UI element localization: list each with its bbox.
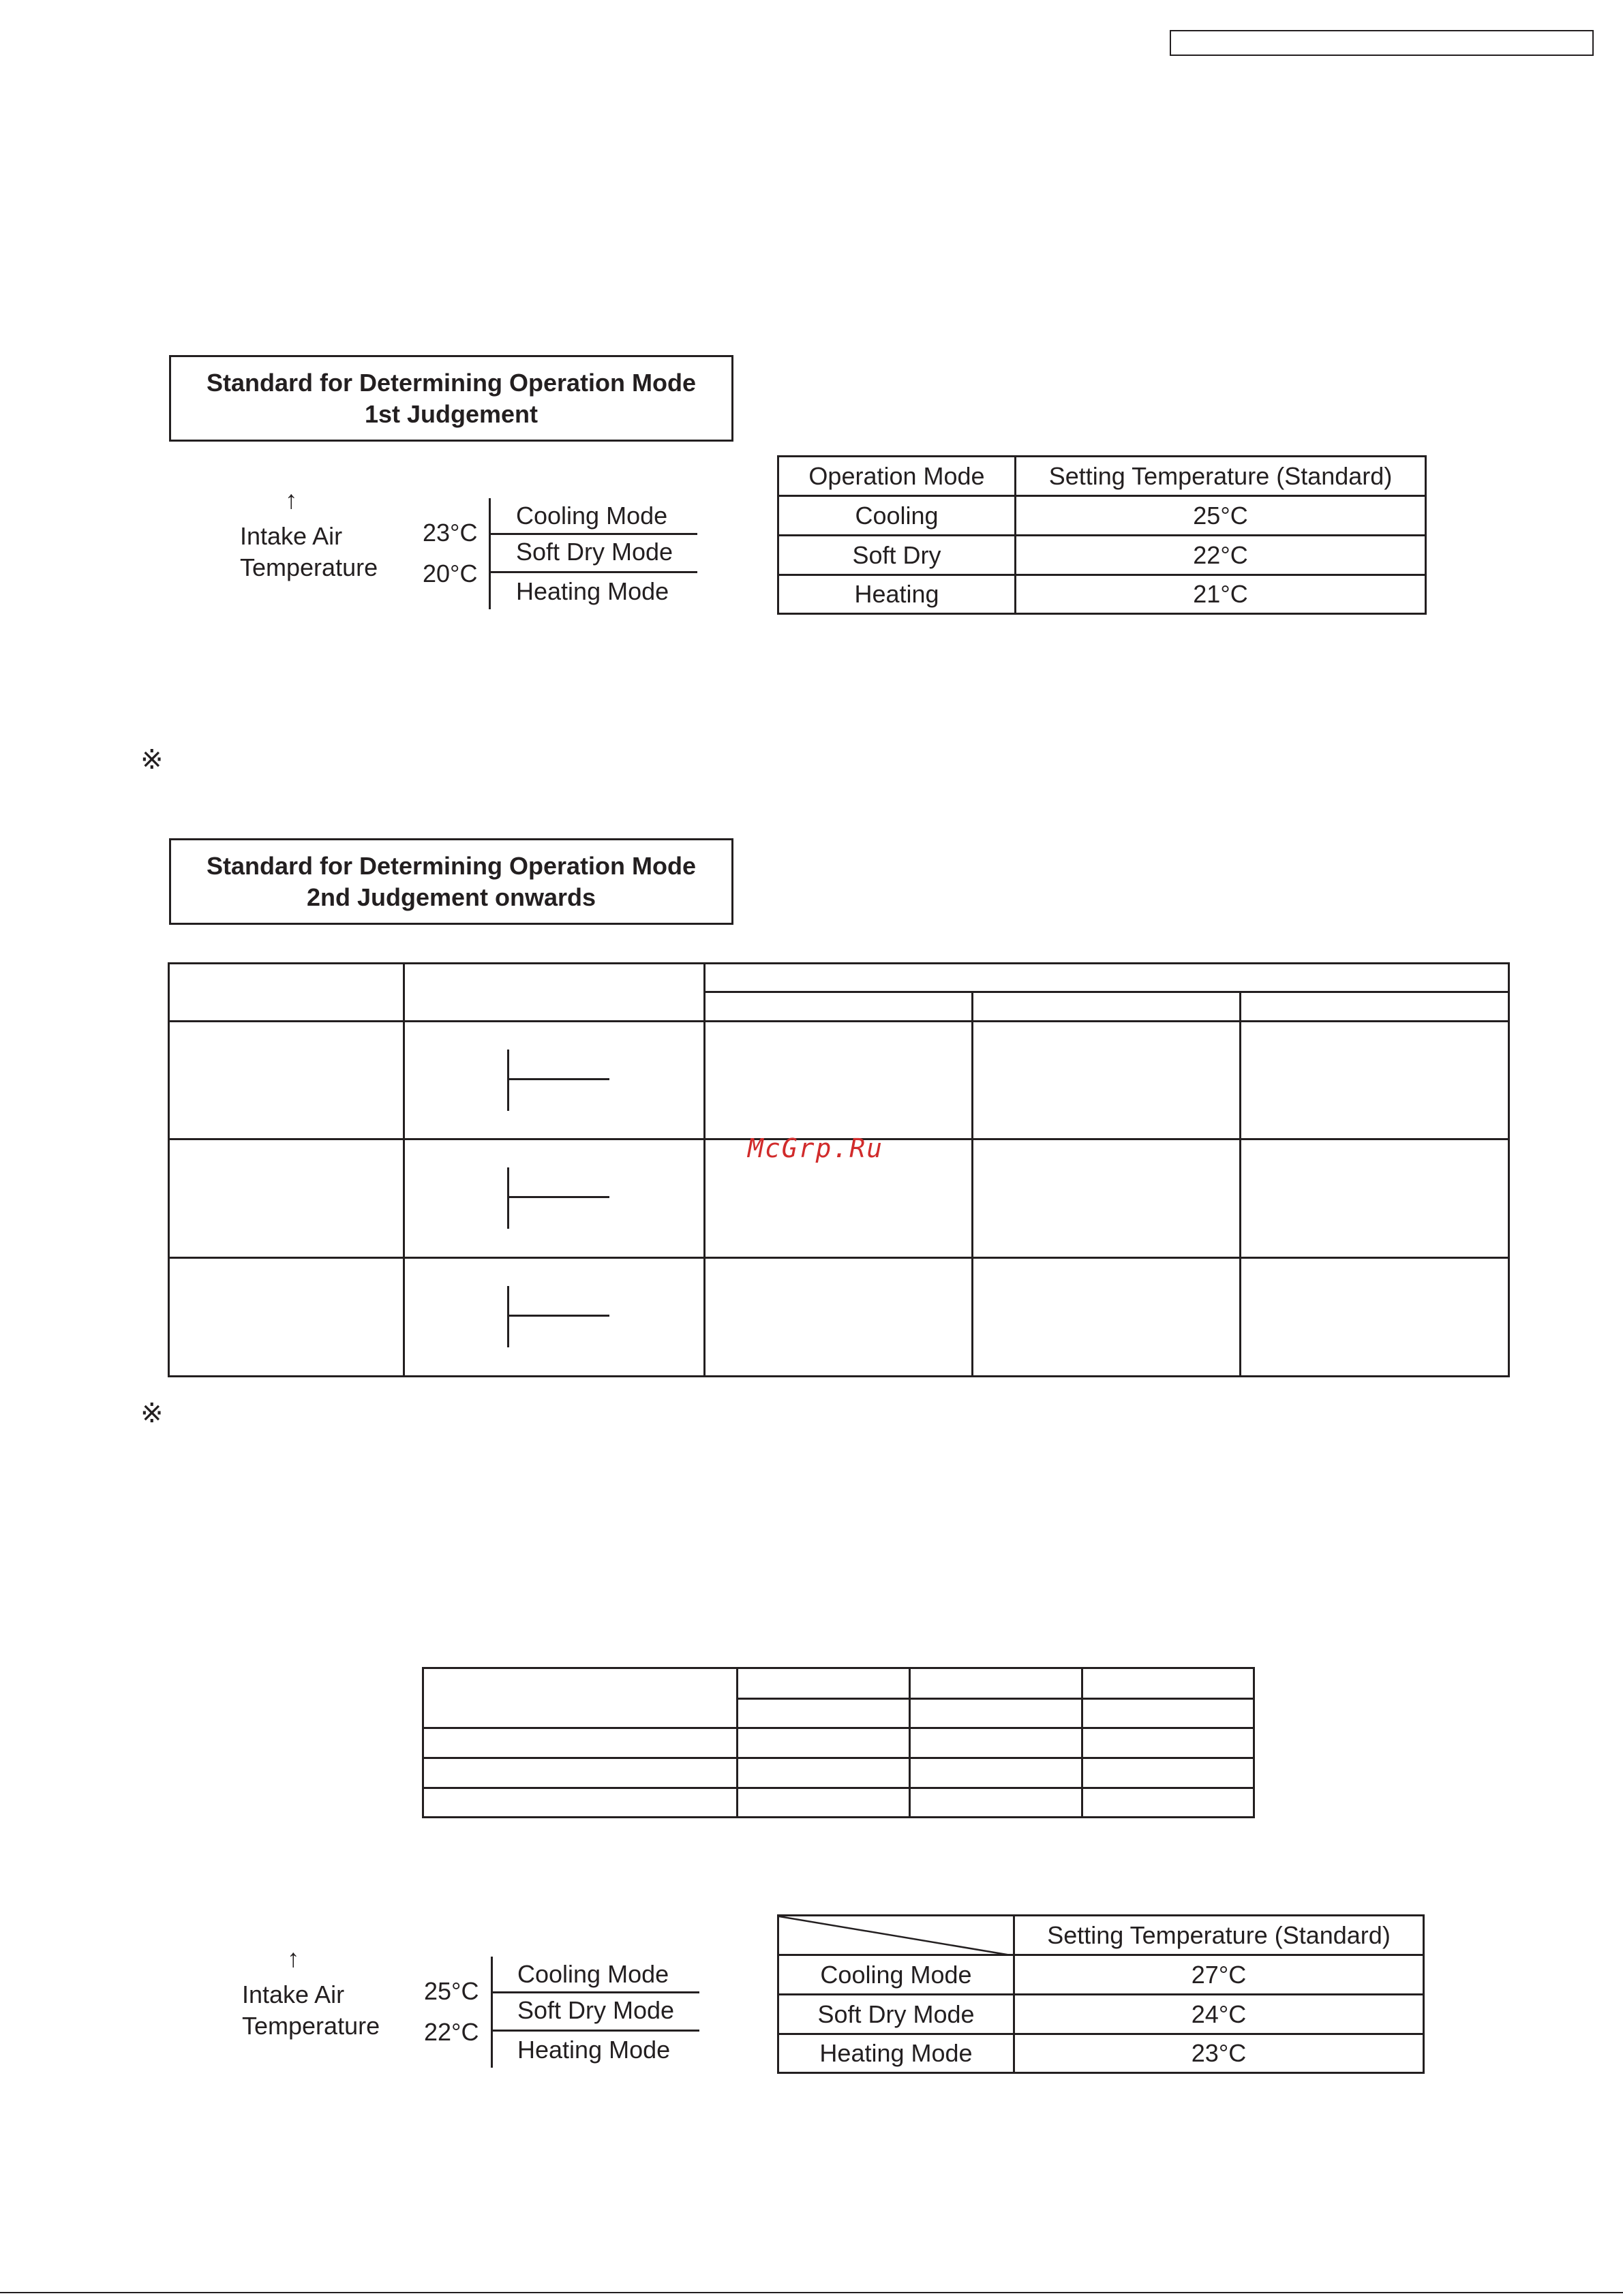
diagram1-mode-cooling: Cooling Mode xyxy=(516,502,668,530)
section2-title-box xyxy=(169,838,733,925)
diagram2-mode-heating: Heating Mode xyxy=(517,2036,671,2064)
table-header-cell xyxy=(738,1668,910,1699)
section2-table xyxy=(168,962,1510,1377)
diagram1-vertical-line xyxy=(489,498,491,609)
table-cell xyxy=(404,1139,705,1257)
diagram1-mode-soft-dry: Soft Dry Mode xyxy=(516,538,673,566)
table-cell xyxy=(1241,1139,1509,1257)
table-row xyxy=(778,1995,1424,2034)
page-bottom-rule xyxy=(0,2292,1623,2293)
table-header-cell xyxy=(423,1668,738,1728)
section3-blank-table xyxy=(422,1667,1255,1818)
table-cell xyxy=(1241,1022,1509,1139)
diagram2-divider-lower xyxy=(491,2030,699,2032)
table-cell xyxy=(910,1788,1082,1818)
table-cell xyxy=(1082,1728,1254,1758)
table-header-cell xyxy=(973,992,1241,1022)
table-cell: Heating Mode xyxy=(778,2034,1014,2073)
table-header-cell: Operation Mode xyxy=(778,457,1016,496)
diagram2-label-line2: Temperature xyxy=(242,2012,380,2040)
diagram1-label-line1: Intake Air xyxy=(240,522,343,550)
table-header-row xyxy=(778,1916,1424,1955)
table-cell xyxy=(973,1139,1241,1257)
diagram1-mode-heating: Heating Mode xyxy=(516,577,669,605)
table-cell xyxy=(1082,1758,1254,1788)
branch-diagram-horizontal xyxy=(507,1078,609,1080)
table-header-cell: Setting Temperature (Standard) xyxy=(1016,457,1426,496)
diagram2-divider-upper xyxy=(491,1991,699,1993)
table-cell: 22°C xyxy=(1016,536,1426,575)
table-cell: Heating xyxy=(778,575,1016,614)
table-header-cell xyxy=(1241,992,1509,1022)
diagram2-mode-cooling: Cooling Mode xyxy=(517,1960,669,1988)
table-header-diagonal-cell xyxy=(778,1916,1014,1955)
table-header-cell xyxy=(169,964,404,1022)
table-cell xyxy=(705,1022,973,1139)
table-header-cell xyxy=(705,964,1509,992)
table-cell: 23°C xyxy=(1014,2034,1424,2073)
table-cell: 24°C xyxy=(1014,1995,1424,2034)
branch-diagram-horizontal xyxy=(507,1196,609,1198)
table-header-row xyxy=(169,964,1509,992)
table-header-cell xyxy=(910,1699,1082,1728)
table-cell xyxy=(423,1758,738,1788)
table-row xyxy=(423,1728,1254,1758)
table-cell xyxy=(1082,1788,1254,1818)
diagram2-threshold-high: 25°C xyxy=(424,1977,479,2005)
table-cell: 21°C xyxy=(1016,575,1426,614)
table-cell xyxy=(404,1022,705,1139)
table-header-row xyxy=(423,1668,1254,1699)
header-box xyxy=(1170,30,1594,56)
diagram2-vertical-line xyxy=(491,1957,493,2068)
table-cell: 25°C xyxy=(1016,496,1426,536)
diagram1-divider-upper xyxy=(489,533,697,535)
table-cell: Cooling Mode xyxy=(778,1955,1014,1995)
watermark: McGrp.Ru xyxy=(748,1133,884,1163)
table-header-cell xyxy=(1082,1699,1254,1728)
note-symbol-icon: ※ xyxy=(140,745,164,775)
up-arrow-icon: ↑ xyxy=(285,486,298,514)
table-row xyxy=(778,1955,1424,1995)
branch-diagram-vertical xyxy=(507,1167,509,1229)
table-cell xyxy=(738,1758,910,1788)
table-cell xyxy=(973,1022,1241,1139)
table-header-cell xyxy=(404,964,705,1022)
section3-table xyxy=(777,1914,1425,2074)
table-cell xyxy=(910,1758,1082,1788)
table-cell xyxy=(705,1257,973,1376)
table-cell: Cooling xyxy=(778,496,1016,536)
table-row xyxy=(778,496,1426,536)
branch-diagram-vertical xyxy=(507,1286,509,1347)
table-row xyxy=(169,1257,1509,1376)
diagram1-threshold-low: 20°C xyxy=(423,560,478,587)
table-header-cell xyxy=(705,992,973,1022)
table-header-cell xyxy=(1082,1668,1254,1699)
table-row xyxy=(423,1758,1254,1788)
table-cell: Soft Dry Mode xyxy=(778,1995,1014,2034)
section1-title-line2: 1st Judgement xyxy=(364,399,539,428)
diagram1-label-line2: Temperature xyxy=(240,553,378,581)
table-cell: Soft Dry xyxy=(778,536,1016,575)
diagram1-threshold-high: 23°C xyxy=(423,519,478,547)
section2-title-line2: 2nd Judgement onwards xyxy=(306,883,596,911)
table-cell xyxy=(738,1788,910,1818)
section2-title-line1: Standard for Determining Operation Mode xyxy=(206,851,697,880)
table-cell xyxy=(423,1728,738,1758)
table-cell xyxy=(169,1139,404,1257)
note-symbol-icon: ※ xyxy=(140,1398,164,1428)
diagram2-label-line1: Intake Air xyxy=(242,1980,345,2008)
table-row xyxy=(778,575,1426,614)
table-header-row xyxy=(778,457,1426,496)
table-header-cell: Setting Temperature (Standard) xyxy=(1014,1916,1424,1955)
table-cell xyxy=(973,1257,1241,1376)
table-row xyxy=(169,1022,1509,1139)
table-header-cell xyxy=(910,1668,1082,1699)
table-cell xyxy=(169,1257,404,1376)
table-cell xyxy=(738,1728,910,1758)
section1-title-line1: Standard for Determining Operation Mode xyxy=(206,368,697,397)
branch-diagram-horizontal xyxy=(507,1315,609,1317)
table-cell: 27°C xyxy=(1014,1955,1424,1995)
table-cell xyxy=(404,1257,705,1376)
diagonal-line xyxy=(779,1916,1015,1956)
section1-title-box xyxy=(169,355,733,442)
table-row xyxy=(778,536,1426,575)
diagram2-mode-soft-dry: Soft Dry Mode xyxy=(517,1996,675,2024)
diagram1-divider-lower xyxy=(489,571,697,573)
table-row xyxy=(423,1788,1254,1818)
table-cell xyxy=(423,1788,738,1818)
up-arrow-icon: ↑ xyxy=(287,1944,300,1972)
table-row xyxy=(778,2034,1424,2073)
section1-table xyxy=(777,455,1427,615)
table-cell xyxy=(910,1728,1082,1758)
branch-diagram-vertical xyxy=(507,1050,509,1111)
table-cell xyxy=(169,1022,404,1139)
table-header-cell xyxy=(738,1699,910,1728)
table-cell xyxy=(1241,1257,1509,1376)
diagram2-threshold-low: 22°C xyxy=(424,2018,479,2046)
